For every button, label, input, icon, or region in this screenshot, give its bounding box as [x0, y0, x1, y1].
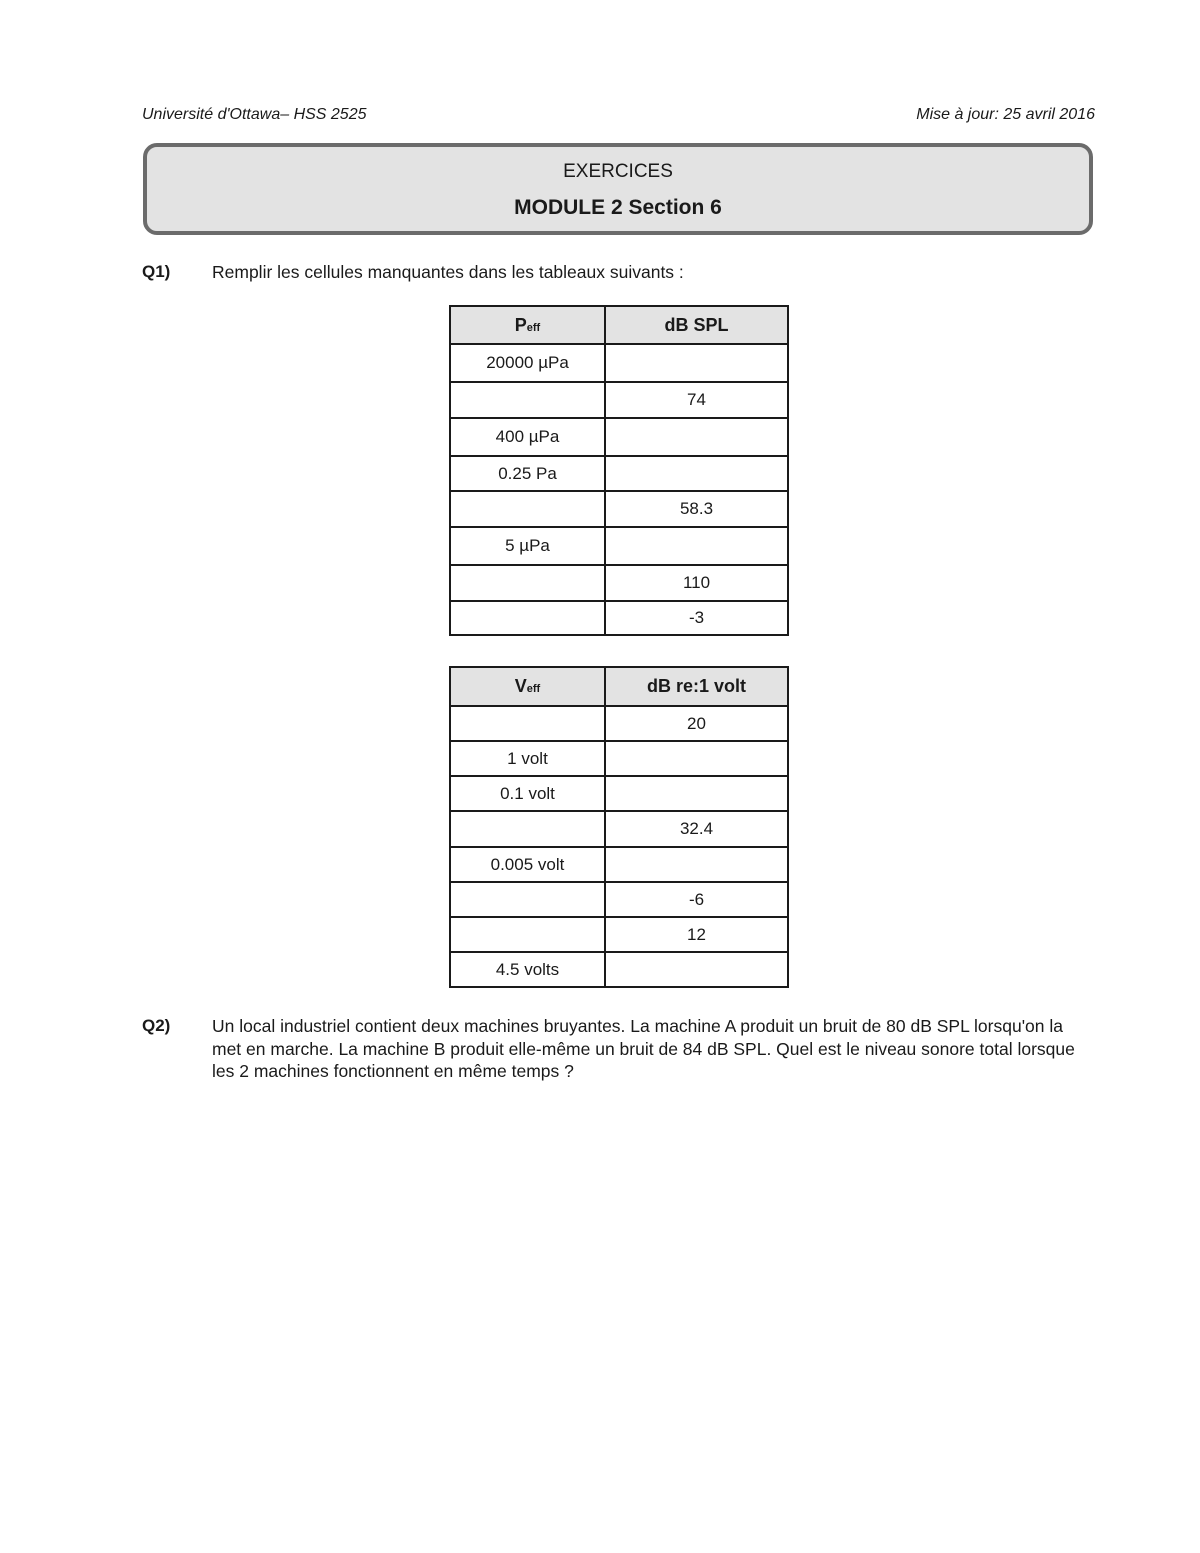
table-header-row: [450, 667, 788, 706]
table-header-row: [450, 306, 788, 344]
table-cell: [605, 776, 788, 811]
col-peff-header: [450, 306, 605, 344]
table-row: [450, 491, 788, 527]
table-cell: [450, 565, 605, 601]
table-cell: 0.25 Pa: [450, 456, 605, 491]
table-cell: 110: [605, 565, 788, 601]
table-row: [450, 741, 788, 776]
table-cell: 58.3: [605, 491, 788, 527]
table-row: [450, 565, 788, 601]
q1-label: Q1): [142, 262, 171, 281]
table-row: [450, 382, 788, 418]
table-cell: 32.4: [605, 811, 788, 847]
table-row: [450, 344, 788, 382]
table-cell: 0.005 volt: [450, 847, 605, 882]
table-cell: 12: [605, 917, 788, 952]
table-pressure: [449, 305, 789, 636]
table-cell: [450, 882, 605, 917]
table-row: [450, 527, 788, 565]
table-cell: [450, 917, 605, 952]
table-cell: 74: [605, 382, 788, 418]
table-cell: [450, 706, 605, 741]
table-row: [450, 706, 788, 741]
table-row: [450, 917, 788, 952]
table-cell: 20: [605, 706, 788, 741]
col-veff-symbol: V: [514, 676, 527, 696]
table-cell: [605, 527, 788, 565]
title-exercices: EXERCICES: [563, 161, 673, 182]
q1-text: Remplir les cellules manquantes dans les tableaux suivants :: [212, 262, 684, 282]
table-voltage: [449, 666, 789, 988]
table-cell: [605, 456, 788, 491]
table-cell: [450, 811, 605, 847]
table-cell: [605, 847, 788, 882]
table-row: [450, 882, 788, 917]
table-row: [450, 601, 788, 635]
table-cell: [605, 741, 788, 776]
q2-label: Q2): [142, 1016, 171, 1035]
table-cell: [450, 601, 605, 635]
header-update-date: Mise à jour: 25 avril 2016: [916, 106, 1095, 123]
table-row: [450, 847, 788, 882]
table-cell: 0.1 volt: [450, 776, 605, 811]
table-row: [450, 952, 788, 987]
header-course: Université d'Ottawa– HSS 2525: [142, 106, 367, 123]
col-veff-subscript: eff: [526, 683, 541, 695]
table-cell: [605, 952, 788, 987]
col-peff-subscript: eff: [526, 321, 541, 334]
table-row: [450, 776, 788, 811]
title-box: [143, 143, 1093, 235]
title-module: MODULE 2 Section 6: [514, 196, 722, 219]
table-cell: 20000 µPa: [450, 344, 605, 382]
table-cell: 4.5 volts: [450, 952, 605, 987]
col-db-volt-header: dB re:1 volt: [605, 667, 788, 706]
table-cell: 1 volt: [450, 741, 605, 776]
table-cell: -3: [605, 601, 788, 635]
q2-text: Un local industriel contient deux machines bruyantes. La machine A produit un bruit de 80 dB SPL lorsqu'on la met en marche. La machine B produit elle-même un bruit de 84 dB SPL. Quel est le niveau sonore total lorsque les 2 machines fonctionnent en même temps ?: [212, 1016, 1075, 1081]
table-cell: 5 µPa: [450, 527, 605, 565]
col-veff-header: [450, 667, 605, 706]
table-cell: [605, 418, 788, 456]
col-dbspl-header: dB SPL: [605, 306, 788, 344]
table-row: [450, 811, 788, 847]
table-cell: -6: [605, 882, 788, 917]
table-cell: 400 µPa: [450, 418, 605, 456]
table-row: [450, 418, 788, 456]
table-cell: [605, 344, 788, 382]
table-cell: [450, 491, 605, 527]
col-peff-symbol: P: [514, 314, 527, 335]
table-row: [450, 456, 788, 491]
table-cell: [450, 382, 605, 418]
